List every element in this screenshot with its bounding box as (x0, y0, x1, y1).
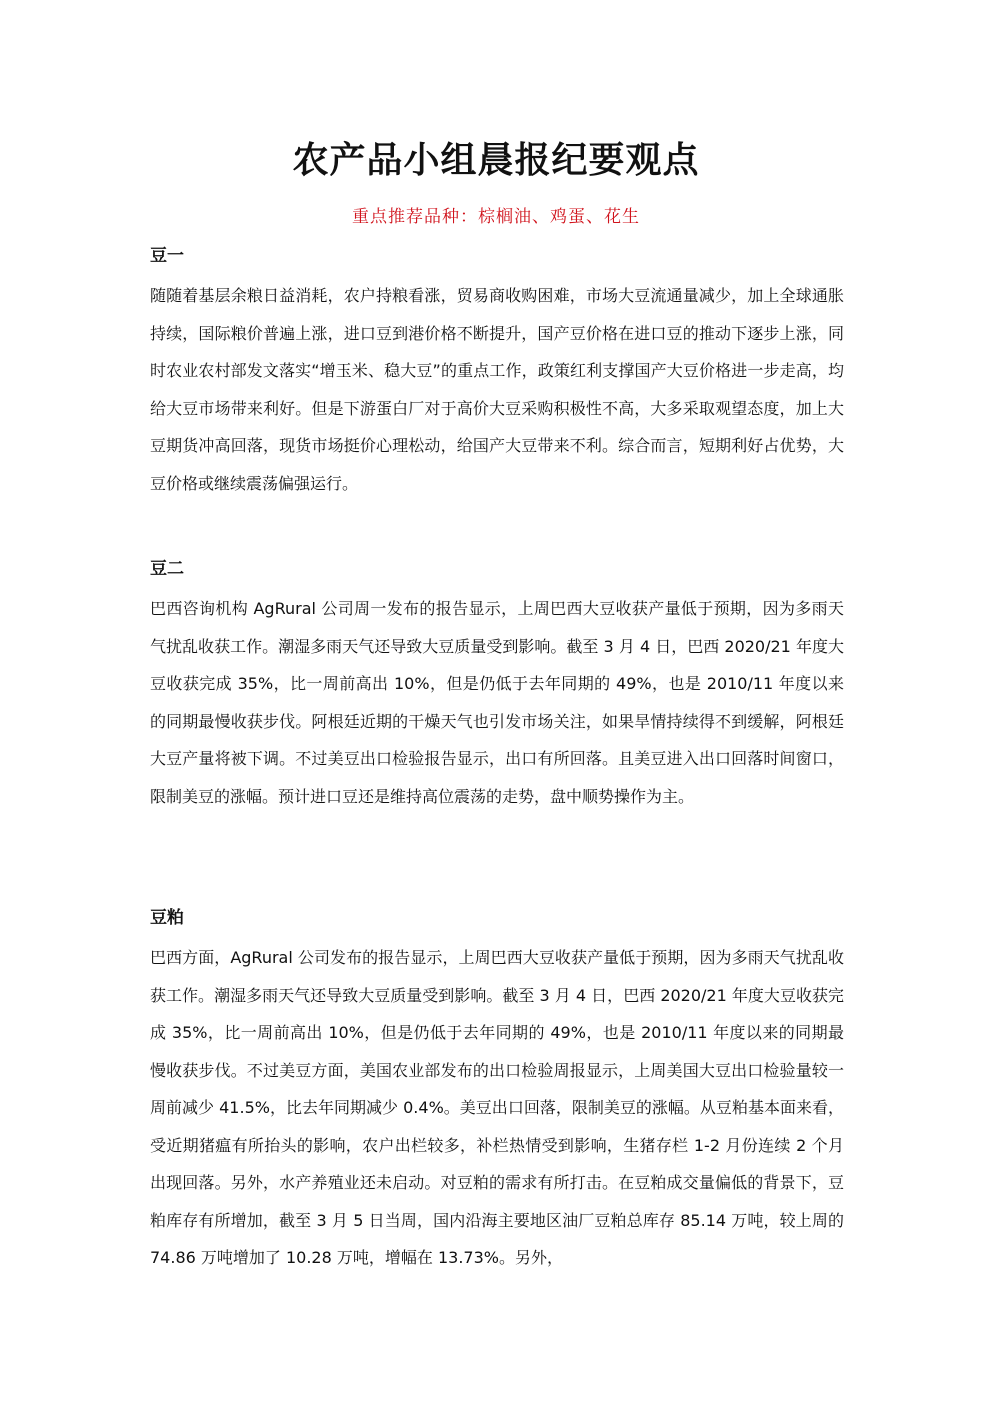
recommended-varieties: 重点推荐品种：棕榈油、鸡蛋、花生 (352, 207, 640, 227)
section-heading: 豆二 (150, 559, 184, 579)
document-title: 农产品小组晨报纪要观点 (292, 140, 700, 181)
section-paragraph: 巴西方面，AgRural 公司发布的报告显示，上周巴西大豆收获产量低于预期，因为多雨天气扰乱收获工作。潮湿多雨天气还导致大豆质量受到影响。截至 3 月 4 日，巴西 2020/21 年度大豆收获完成 35%，比一周前高出 10%，但是仍低于去年同期的 49%，也是 2010/11 年度以来的同期最慢收获步伐。不过美豆方面，美国农业部发布的出口检验周报显示，上周美国大豆出口检验量较一周前减少 41.5%，比去年同期减少 0.4%。美豆出口回落，限制美豆的涨幅。从豆粕基本面来看，受近期猪瘟有所抬头的影响，农户出栏较多，补栏热情受到影响，生猪存栏 1-2 月份连续 2 个月出现回落。另外，水产养殖业还未启动。对豆粕的需求有所打击。在豆粕成交量偏低的背景下，豆粕库存有所增加，截至 3 月 5 日当周，国内沿海主要地区油厂豆粕总库存 85.14 万吨，较上周的 74.86 万吨增加了 10.28 万吨，增幅在 13.73%。另外， (150, 948, 844, 1267)
section-soybean-one (150, 243, 844, 502)
section-paragraph: 随随着基层余粮日益消耗，农户持粮看涨，贸易商收购困难，市场大豆流通量减少，加上全球通胀持续，国际粮价普遍上涨，进口豆到港价格不断提升，国产豆价格在进口豆的推动下逐步上涨，同时农业农村部发文落实“增玉米、稳大豆”的重点工作，政策红利支撑国产大豆价格进一步走高，均给大豆市场带来利好。但是下游蛋白厂对于高价大豆采购积极性不高，大多采取观望态度，加上大豆期货冲高回落，现货市场挺价心理松动，给国产大豆带来不利。综合而言，短期利好占优势，大豆价格或继续震荡偏强运行。 (150, 286, 844, 493)
section-heading: 豆一 (150, 246, 184, 266)
section-paragraph: 巴西咨询机构 AgRural 公司周一发布的报告显示，上周巴西大豆收获产量低于预期，因为多雨天气扰乱收获工作。潮湿多雨天气还导致大豆质量受到影响。截至 3 月 4 日，巴西 2020/21 年度大豆收获完成 35%，比一周前高出 10%，但是仍低于去年同期的 49%，也是 2010/11 年度以来的同期最慢收获步伐。阿根廷近期的干燥天气也引发市场关注，如果旱情持续得不到缓解，阿根廷大豆产量将被下调。不过美豆出口检验报告显示，出口有所回落。且美豆进入出口回落时间窗口，限制美豆的涨幅。预计进口豆还是维持高位震荡的走势，盘中顺势操作为主。 (150, 599, 844, 806)
section-soybean-two (150, 556, 844, 815)
section-soybean-meal (150, 905, 844, 1277)
section-heading: 豆粕 (150, 908, 184, 928)
